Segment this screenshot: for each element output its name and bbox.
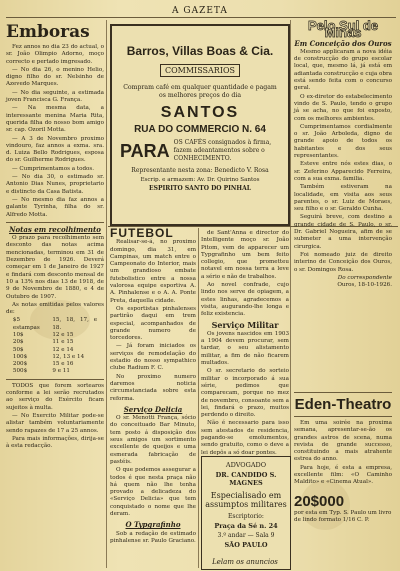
ad-office: Escrip. e armazem: Av. Dr. Quirino Santos xyxy=(140,177,260,183)
table-cell: $5 estampas xyxy=(12,317,40,331)
paragraph: — Já foram iniciados os serviços de remodelação do estadio do nosso sympathico clube Radium F. C. xyxy=(110,343,196,372)
paragraph: Para hoje, é esta a empresa, excellente film: «O Caminho Maldito» e «Cinema Atual». xyxy=(294,464,392,486)
paragraph: Sob a redação de estimado pinhalense sr. Paulo Graciano. xyxy=(110,530,196,544)
paragraph: — No dia 30, o estimado sr. Antonio Dias Nunes, proprietario e distincto da Casa Batista. xyxy=(6,174,104,195)
ad-para-text: OS CAFÉS consignados à firma, fazem adeantamentos sobre o CONHECIMENTO. xyxy=(173,139,272,162)
paragraph: Não é necessario para isso sem atestados de residencia, pagando-se emolumentos, sendo gratuito, como o deve a lei depôs a só doar pontes. xyxy=(201,420,289,456)
section-heading: Notas em recolhimento xyxy=(9,224,101,234)
paragraph: Ao novel confrade, cujo lindo nos serve de opiagem, a estes linhas, agradecemos a visita, augurando-lhe longa e feliz existencia. xyxy=(201,282,289,318)
ad-text: Especialisado em assumptos militares xyxy=(205,491,287,509)
footer-note: Lelam os anuncios xyxy=(212,558,278,566)
paragraph: Mesmo applicaram a nova idéia de construcção do grupo escolar local, que, mesmo lá, já está em adiantada construcção e cuja obra está sendo feita com o concurso geral. xyxy=(294,48,392,92)
paragraph: de Sant'Anna e director do Intelligente moço sr. João Pitom, vem de apparecer um Typgrafinho um bem feito collegio, que prometteu notavel em nossa terra a leve a sério e não de trabalhos. xyxy=(201,230,289,280)
table-cell: 12 e 15 xyxy=(52,331,74,338)
table-row xyxy=(11,317,99,332)
table-cell: 20$ xyxy=(12,339,24,346)
ad-office-label: Escriptorio: xyxy=(228,513,264,520)
table-row xyxy=(11,354,99,361)
paragraph: Também estiveram na localidade, em visita aos seus parentes, o sr. Luiz de Moraes, seu filho e o sr. Geraldo Cunha. xyxy=(294,184,392,213)
section-heading: Serviço Militar xyxy=(211,319,279,330)
paragraph: O sr. secretario do sorteio militar o incorporado á sua série, pedimos que comparecam, porque no mez de novembro, consoante sem a lei, findará o prazo, muitos perdendo o direito. xyxy=(201,368,289,419)
paragraph: Fez annos no dia 23 do actual, o sr. João Olimpio Adorno, moço correcto e pertado imgresado. xyxy=(6,44,104,65)
ad-place: ESPIRITO SANTO DO PINHAL xyxy=(149,185,251,192)
table-row xyxy=(11,361,99,368)
table-cell: 9 e 11 xyxy=(52,368,70,375)
column-1 xyxy=(6,22,104,567)
ad-city: SÃO PAULO xyxy=(224,541,268,549)
column-3 xyxy=(201,230,289,456)
table-cell: 15 e 16 xyxy=(52,361,74,368)
section-rule xyxy=(6,379,104,380)
table-cell: 200$ xyxy=(12,361,28,368)
ad-city: SANTOS xyxy=(160,104,240,121)
table-row xyxy=(11,368,99,375)
table-cell: 11 e 15 xyxy=(52,339,74,346)
section-title-futebol: FUTEBOL xyxy=(110,226,174,240)
paragraph: Em uma soirée na proxima semana, apresentar-se-ão os grandes astros de scena, numa revista de grande successo, constituindo a mais atrahente estrea do anno. xyxy=(294,420,392,463)
paragraph: TODOS que forem sortearos conforme a lei serão recrutados ao serviço do Exército ficam sujeitos à multa. xyxy=(6,382,104,411)
paragraph: O sr. Menotti França, sócio do conceituado Bar Minuto, tem posto á disposição dos seus amigos um sortimento excellente de queijos e uma esmerada fabricação de pastéis. xyxy=(110,415,196,465)
section-heading: Serviço Delicia xyxy=(123,404,183,414)
paragraph: Esteve entre nós estes dias, o sr. Zeferino Apparecido Ferreira, com a sua exma. familia. xyxy=(294,161,392,182)
paragraph: Os esportistas pinhalenses partirão daqui em trem especial, acompanhados de grande numero de torcedores. xyxy=(110,305,196,342)
section-heading: O Typgrafinho xyxy=(125,520,181,530)
paragraph: — Na mesma data, a interessante menina Maria Rita, querida filha do nosso bom amigo sr. cap. Ozoril Motta. xyxy=(6,105,104,134)
notes-table xyxy=(11,317,99,375)
table-row xyxy=(11,332,99,339)
section-rule xyxy=(6,222,104,223)
paragraph: O que podemos assegurar a todos é que nesta praça não há quem não lhe tenha provado a delicadeza do «Serviço Delicia» que tem conquistado o nome que lhe deram. xyxy=(110,467,196,517)
dateline: Ouros, 18-10-1926. xyxy=(337,282,392,289)
masthead: A GAZETA xyxy=(172,6,228,16)
column-divider xyxy=(106,20,107,568)
paragraph: — A 3 de Novembro proximo vindouro, faz annos a exma. sra. d. Luiza Bello Rodrigues, esposa do sr. Guilherme Rodrigues. xyxy=(6,135,104,164)
section-heading: Em Conceição dos Ouros xyxy=(294,38,392,48)
column-title: Pelo Sul de Minas xyxy=(307,18,379,41)
paragraph: — No Exercito Militar pode-se alistar também voluntariamente sendo rapazes de 17 a 25 annos. xyxy=(6,412,104,434)
ad-lawyer-name: DR. CANDIDO S. MAGNES xyxy=(215,471,277,487)
paragraph: — Cumprimentamos a todos. xyxy=(12,165,95,172)
paragraph: — No dia 26, o menino Helio, digno filho do sr. Nelsinho de Azevedo Marques. xyxy=(6,66,104,88)
paragraph: O prazo para recolhimento sem desconto das notas acima mencionadas, terminou em 31 de Dezembro de 1926. Deverá começar em 1 de Janeiro de 1927 e findará com desconto mensal de 10 a 13% nos dias 13 de 1918, de 9 de Novembro de 1880, e 4 de Outubro de 1907. xyxy=(6,235,104,300)
column-title: Emboras xyxy=(6,22,90,42)
table-cell: 12, 13 e 14 xyxy=(52,353,85,360)
theatre-text xyxy=(294,420,392,487)
paragraph: Os jovens nascidos em 1903 a 1904 devem procurar, sem tardar, o seu alistamento militar, a fim de não ficarem multados. xyxy=(201,330,289,367)
paragraph: No proximo numero daremos noticia circumstanciada sobre esta reforma. xyxy=(110,373,196,402)
table-cell: 12 e 14 xyxy=(52,346,74,353)
paragraph: — No dia seguinte, a estimada joven Francisca G. França. xyxy=(6,89,104,104)
paragraph: — No mesmo dia faz annos a galante Tyrinha, filha do sr. Alfredo Motta. xyxy=(6,196,104,218)
paragraph: O ex-diretor do estabelecimento vindo de S. Paulo, tendo o grupo já se acha, no que foi exposto, com os melhores ambientes. xyxy=(294,93,392,122)
theatre-title: Eden-Theatro xyxy=(294,396,392,413)
table-cell: 100$ xyxy=(12,353,28,360)
paragraph: Realisar-se-á, no proximo domingo, dia 31, em Campinas, um match entre o Campeonato do Interior, mais um grandioso embate futebolistico entre a nossa valorosa equipe esportiva A. A. Pinhalense e o A. A. Ponte Preta, daquella cidade. xyxy=(110,239,196,304)
section-rule xyxy=(294,416,392,417)
reward-amount: 20$000 xyxy=(294,492,345,510)
ad-para-block xyxy=(120,139,280,163)
table-row xyxy=(11,347,99,354)
paragraph: Para mais informações, dirija-se à esta redacção. xyxy=(6,435,104,450)
paragraph: Seguirá breve, com destino a grande cidade de S. Paulo, o sr. Dr. Gabriel Nogueira, afim de se submeter a uma intervenção cirurgica. xyxy=(294,214,392,250)
reward-text: por esta em Typ. S. Paulo um livro de lindo formato 1/16 C. P. xyxy=(294,509,392,523)
ad-representative: Representante nesta zona: Benedicto V. Rosa xyxy=(131,167,269,174)
signature: Do correspondente xyxy=(337,274,392,281)
table-cell: 15, 18, 17, e 18. xyxy=(52,317,98,331)
paragraph: Foi nomeado juiz de direito interino de Conceição dos Ouros, o sr. Domingos Rosa. xyxy=(294,251,392,273)
table-cell: 50$ xyxy=(12,346,24,353)
commissarios-advertisement xyxy=(110,24,290,226)
column-2 xyxy=(110,226,196,568)
ad-floor: 3.º andar — Sala 9 xyxy=(217,532,275,539)
ad-address: Praça da Sé n. 24 xyxy=(214,522,278,530)
column-divider xyxy=(198,228,199,568)
ad-street: RUA DO COMMERCIO N. 64 xyxy=(134,124,266,135)
table-row xyxy=(11,339,99,346)
ad-kind: ADVOGADO xyxy=(225,461,267,469)
ad-text: Compram café em qualquer quantidade e pagam os melhores preços do dia xyxy=(123,84,277,99)
paragraph: As notas emitidas pelos valores de: xyxy=(6,301,104,316)
ad-kind: COMMISSARIOS xyxy=(160,64,240,77)
column-4 xyxy=(294,18,392,384)
table-cell: 500$ xyxy=(12,368,28,375)
ad-para-word: PARA xyxy=(120,140,170,161)
section-rule xyxy=(294,392,392,393)
paragraph: Cumprimentamos cordialmente o sr. João Arboleda, digno de grande apoio de todos os habitantes e dos seus representantes. xyxy=(294,123,392,160)
ad-company-name: Barros, Villas Boas & Cia. xyxy=(126,44,274,58)
table-cell: 10$ xyxy=(12,331,24,338)
lawyer-advertisement xyxy=(201,456,291,570)
eden-theatro-column xyxy=(294,389,392,567)
